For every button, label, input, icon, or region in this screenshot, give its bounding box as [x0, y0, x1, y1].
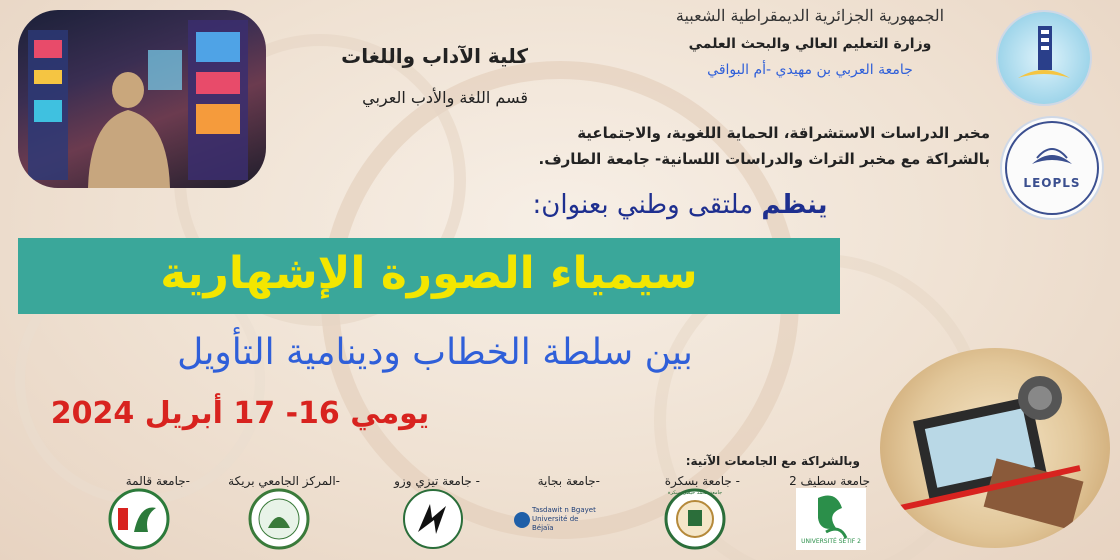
biskra-university-logo: [660, 488, 730, 550]
organizes-rest: ملتقى وطني بعنوان:: [532, 190, 754, 220]
university-logo: [998, 12, 1090, 104]
setif-logo-text: UNIVERSITÉ SETIF 2: [801, 538, 861, 545]
partner-label-barika: -المركز الجامعي بريكة: [228, 474, 340, 488]
republic-title: الجمهورية الجزائرية الديمقراطية الشعبية: [675, 6, 945, 25]
partner-label-tizi-ouzou: - جامعة تيزي وزو: [394, 474, 480, 488]
faculty-name: كلية الآداب واللغات: [341, 44, 528, 68]
ministry-title: وزارة التعليم العالي والبحث العلمي: [688, 36, 932, 52]
lab-name: مخبر الدراسات الاستشراقة، الحماية اللغوية، والاجتماعية: [577, 124, 990, 142]
partner-label-bejaia: -جامعة بجاية: [537, 474, 600, 488]
partner-label-biskra: - جامعة بسكرة: [664, 474, 740, 488]
lab-logo: [1002, 118, 1102, 218]
media-collage: [880, 348, 1110, 548]
organizes-verb: ينظم: [761, 190, 828, 220]
partner-label-guelma: -جامعة قالمة: [125, 474, 190, 488]
city-photo: [18, 10, 266, 188]
organizes-line: [370, 190, 990, 220]
barika-center-logo: [244, 488, 314, 550]
biskra-logo-text: جامعة محمد خيضر بسكرة: [667, 490, 723, 496]
conference-title: سيمياء الصورة الإشهارية: [160, 248, 698, 299]
conference-dates: يومي 16- 17 أبريل 2024: [50, 396, 430, 431]
lab-partnership: بالشراكة مع مخبر التراث والدراسات اللسانية- جامعة الطارف.: [538, 150, 990, 168]
university-title: جامعة العربي بن مهيدي -أم البواقي: [707, 62, 913, 78]
bejaia-logo-text: Tasdawit n Bgayet Université de Béjaïa: [532, 506, 596, 532]
bejaia-university-logo: [512, 488, 596, 550]
partner-label-setif: جامعة سطيف 2: [789, 474, 870, 488]
guelma-university-logo: [104, 488, 174, 550]
setif-university-logo: [796, 488, 866, 550]
lab-logo-text: LEOPLS: [1023, 176, 1081, 190]
partners-heading: وبالشراكة مع الجامعات الآتية:: [685, 454, 860, 468]
conference-subtitle: بين سلطة الخطاب ودينامية التأويل: [177, 332, 693, 373]
department-name: قسم اللغة والأدب العربي: [362, 88, 528, 107]
tizi-ouzou-university-logo: [398, 488, 468, 550]
